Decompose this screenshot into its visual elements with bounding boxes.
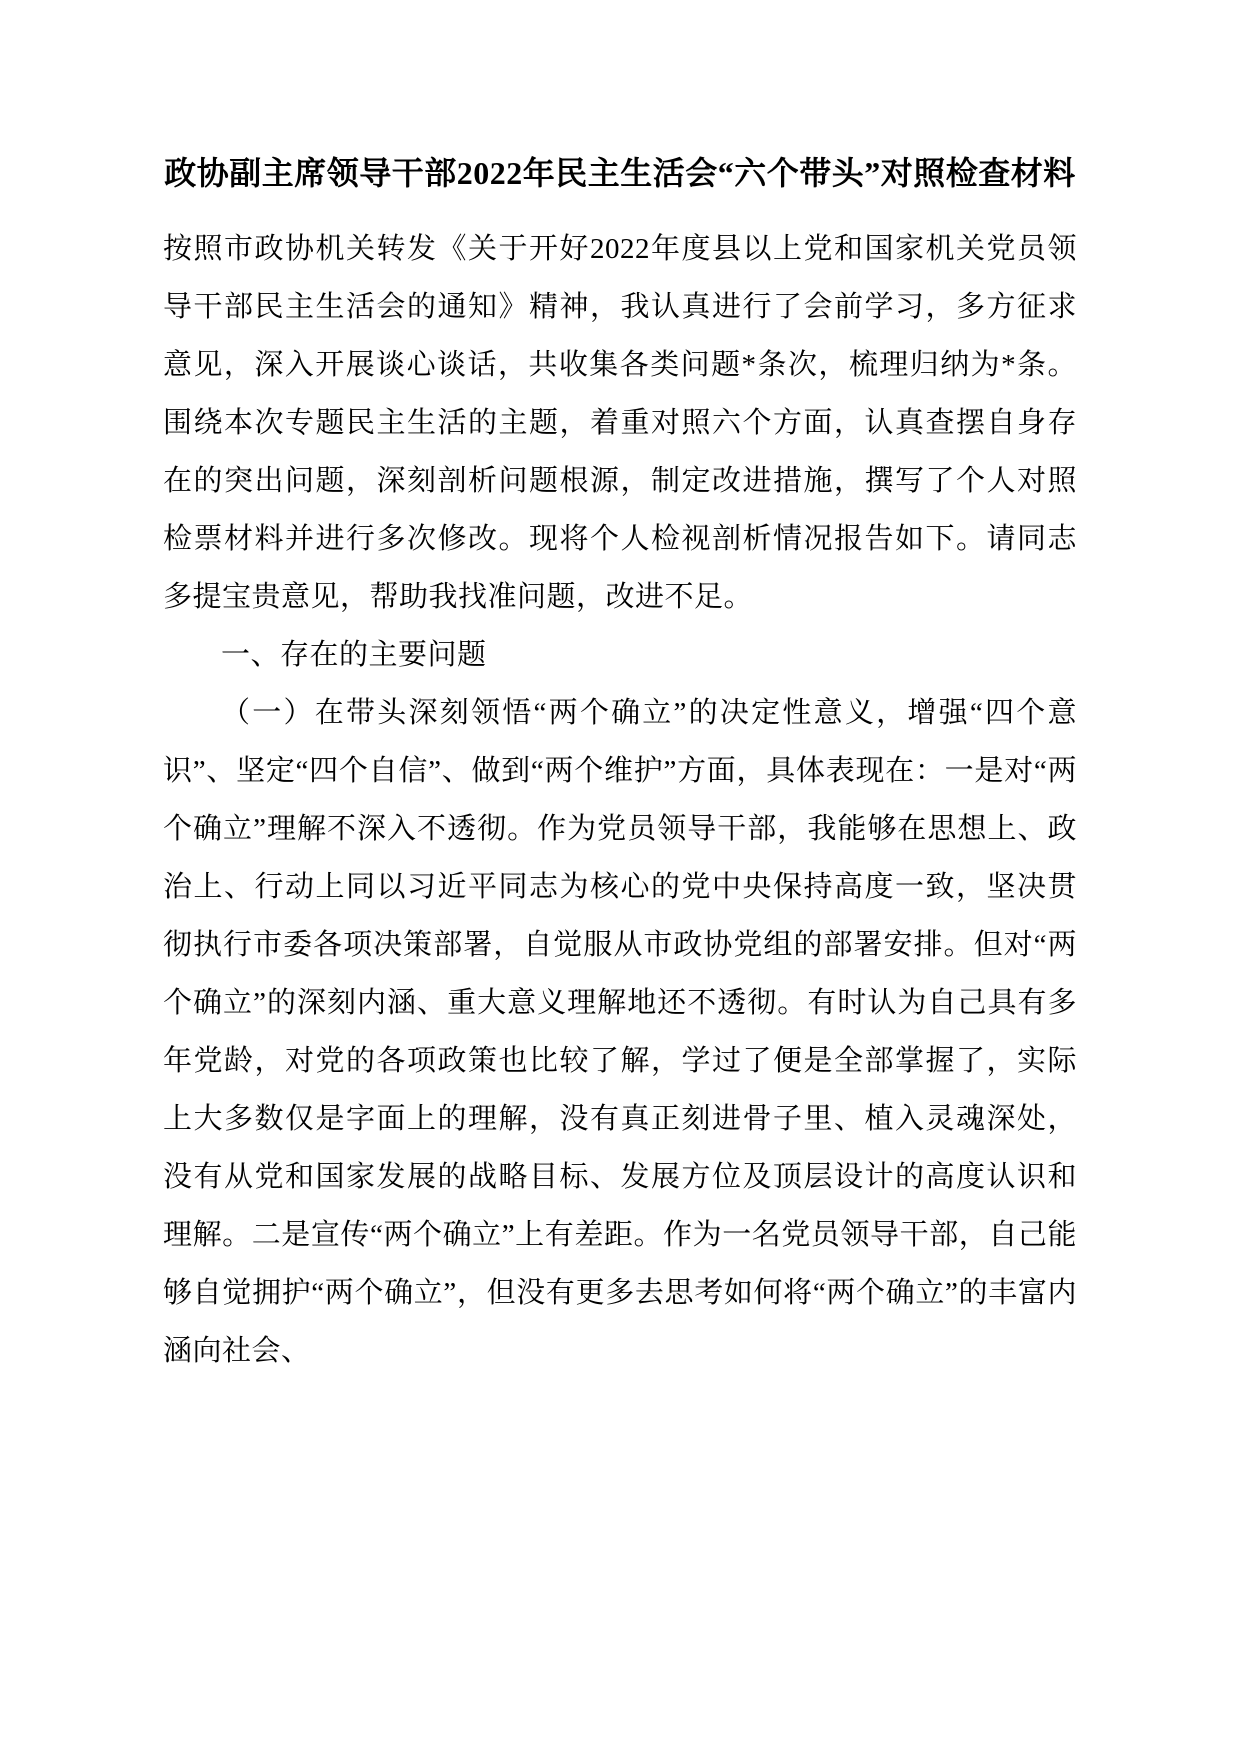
paragraph-intro: 按照市政协机关转发《关于开好2022年度县以上党和国家机关党员领导干部民主生活会的通知》精神，我认真进行了会前学习，多方征求意见，深入开展谈心谈话，共收集各类问题*条次，梳理归纳为*条。围绕本次专题民主生活的主题，着重对照六个方面，认真查摆自身存在的突出问题，深刻剖析问题根源，制定改进措施，撰写了个人对照检票材料并进行多次修改。现将个人检视剖析情况报告如下。请同志多提宝贵意见，帮助我找准问题，改进不足。 <box>163 233 1077 613</box>
paragraph-section-one: （一）在带头深刻领悟“两个确立”的决定性意义，增强“四个意识”、坚定“四个自信”、做到“两个维护”方面，具体表现在：一是对“两个确立”理解不深入不透彻。作为党员领导干部，我能够在思想上、政治上、行动上同以习近平同志为核心的党中央保持高度一致，坚决贯彻执行市委各项决策部署，自觉服从市政协党组的部署安排。但对“两个确立”的深刻内涵、重大意义理解地还不透彻。有时认为自己具有多年党龄，对党的各项政策也比较了解，学过了便是全部掌握了，实际上大多数仅是字面上的理解，没有真正刻进骨子里、植入灵魂深处，没有从党和国家发展的战略目标、发展方位及顶层设计的高度认识和理解。二是宣传“两个确立”上有差距。作为一名党员领导干部，自己能够自觉拥护“两个确立”，但没有更多去思考如何将“两个确立”的丰富内涵向社会、 <box>163 697 1077 1367</box>
document-title: 政协副主席领导干部2022年民主生活会“六个带头”对照检查材料 <box>164 155 1076 191</box>
paragraph-section-heading: 一、存在的主要问题 <box>221 639 487 671</box>
